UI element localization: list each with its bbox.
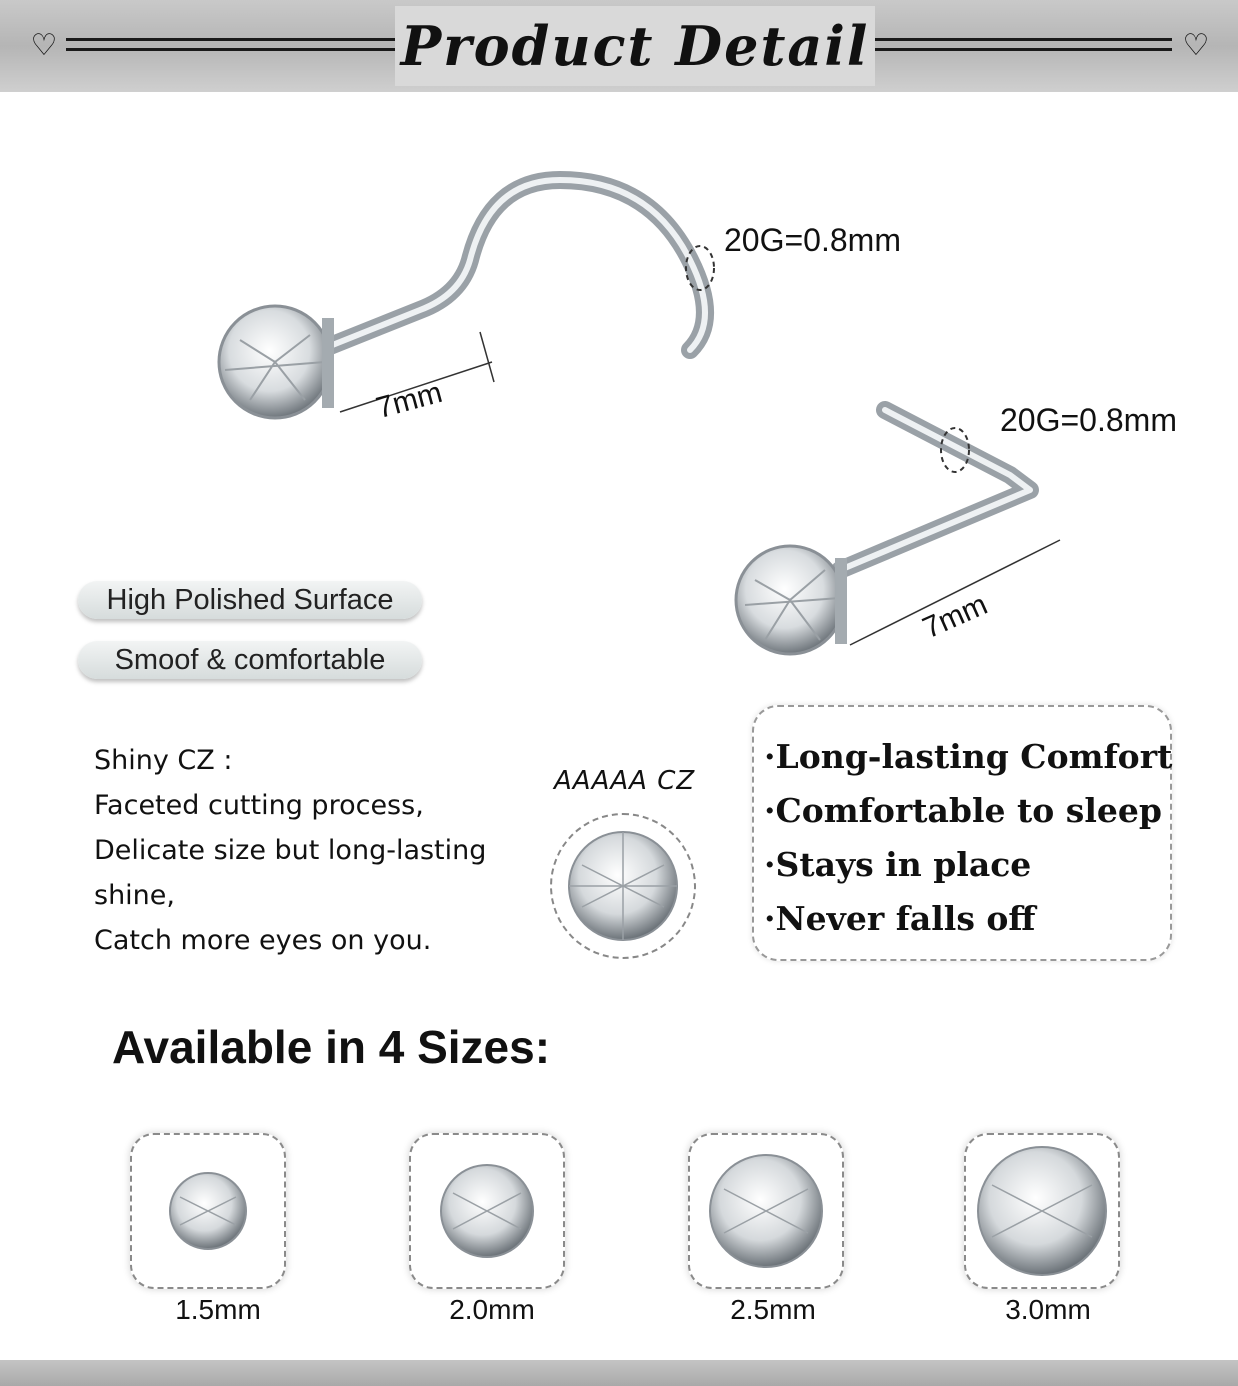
feature-item: ·Comfortable to sleep — [764, 791, 1162, 830]
banner-rule-right-bottom — [872, 48, 1172, 51]
sizes-heading: Available in 4 Sizes: — [112, 1021, 551, 1073]
footer-band — [0, 1360, 1238, 1386]
description-line: Delicate size but long-lasting — [94, 835, 487, 866]
gem-icon — [132, 1135, 284, 1287]
size-label: 2.0mm — [449, 1294, 535, 1325]
banner-rule-left-bottom — [66, 48, 396, 51]
size-label: 2.5mm — [730, 1294, 816, 1325]
banner-rule-left-top — [66, 38, 396, 41]
description-line: Shiny CZ : — [94, 745, 233, 776]
heart-icon: ♡ — [30, 28, 58, 63]
lshape-gauge-label: 20G=0.8mm — [1000, 402, 1177, 438]
size-option-3-0mm — [964, 1133, 1120, 1289]
size-label: 3.0mm — [1005, 1294, 1091, 1325]
banner-rule-right-top — [872, 38, 1172, 41]
features-list — [764, 730, 1172, 946]
cz-gem-frame — [550, 813, 696, 959]
gem-icon — [690, 1135, 842, 1287]
description-line: Catch more eyes on you. — [94, 925, 432, 956]
feature-pill-surface: High Polished Surface — [78, 581, 422, 619]
page-title: Product Detail — [395, 6, 875, 86]
size-option-1-5mm — [130, 1133, 286, 1289]
size-option-2-0mm — [409, 1133, 565, 1289]
screw-nose-stud — [219, 180, 705, 418]
lshape-length-label: 7mm — [917, 587, 993, 646]
size-option-2-5mm — [688, 1133, 844, 1289]
feature-item: ·Stays in place — [764, 845, 1032, 884]
size-label: 1.5mm — [175, 1294, 261, 1325]
screw-gauge-label: 20G=0.8mm — [724, 222, 901, 258]
cz-description — [94, 738, 514, 963]
heart-icon: ♡ — [1182, 28, 1210, 63]
gem-icon — [552, 815, 694, 957]
description-line: Faceted cutting process, — [94, 790, 424, 821]
gem-icon — [966, 1135, 1118, 1287]
screw-length-label: 7mm — [372, 375, 446, 426]
gem-icon — [411, 1135, 563, 1287]
feature-item: ·Long-lasting Comfort — [764, 737, 1173, 776]
description-line: shine, — [94, 880, 175, 911]
feature-item: ·Never falls off — [764, 899, 1036, 938]
header-banner — [0, 0, 1238, 92]
cz-grade-label: AAAAA CZ — [554, 766, 696, 796]
feature-pill-comfort: Smoof & comfortable — [78, 641, 422, 679]
